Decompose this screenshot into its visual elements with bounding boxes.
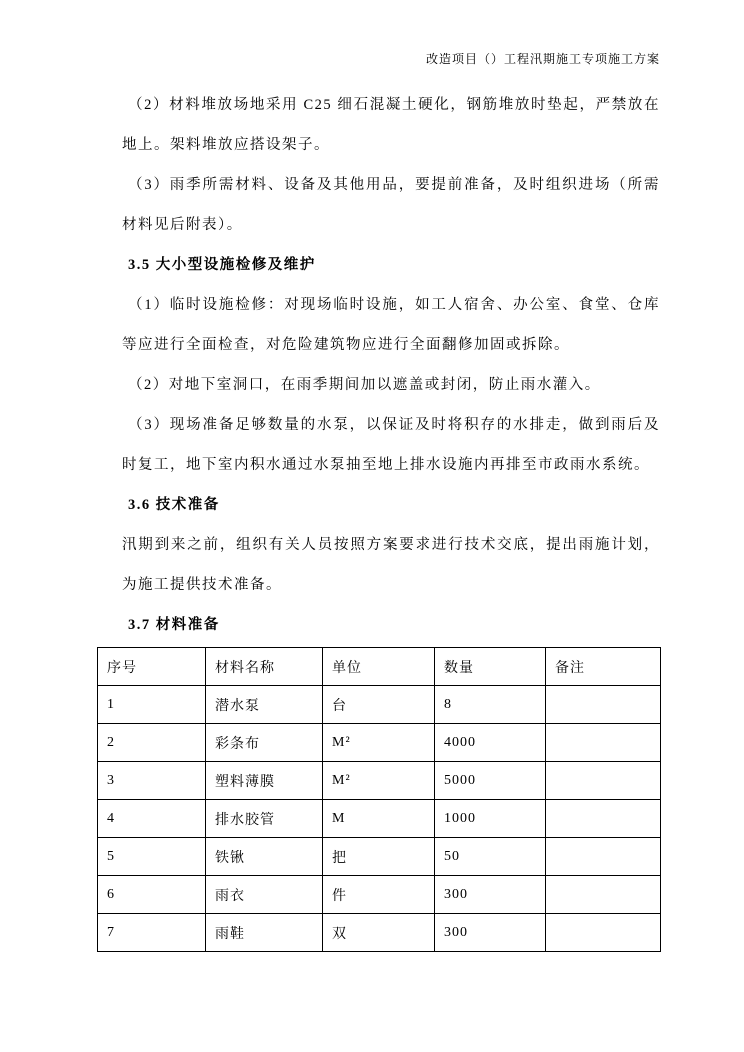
table-cell-unit: 把 [323, 838, 435, 876]
table-cell-remark [546, 876, 661, 914]
table-cell-unit: M² [323, 724, 435, 762]
table-cell-quantity: 5000 [435, 762, 546, 800]
paragraph-water-pumps: （3）现场准备足够数量的水泵，以保证及时将积存的水排走，做到雨后及时复工，地下室内积水通过水泵抽至地上排水设施内再排至市政雨水系统。 [122, 417, 660, 473]
heading-3-6: 3.6 技术准备 [128, 497, 220, 513]
table-cell-quantity: 300 [435, 914, 546, 952]
table-cell-index: 1 [98, 686, 206, 724]
table-cell-index: 5 [98, 838, 206, 876]
table-cell-quantity: 1000 [435, 800, 546, 838]
table-row [98, 686, 661, 724]
table-row [98, 800, 661, 838]
table-row [98, 914, 661, 952]
table-cell-remark [546, 800, 661, 838]
table-cell-index: 4 [98, 800, 206, 838]
column-header-quantity: 数量 [435, 648, 546, 686]
table-cell-unit: M [323, 800, 435, 838]
table-cell-remark [546, 838, 661, 876]
page-header-title: 改造项目（）工程汛期施工专项施工方案 [425, 52, 660, 66]
table-cell-quantity: 50 [435, 838, 546, 876]
table-cell-material: 潜水泵 [206, 686, 323, 724]
column-header-unit: 单位 [323, 648, 435, 686]
column-header-index: 序号 [98, 648, 206, 686]
table-cell-quantity: 300 [435, 876, 546, 914]
table-cell-unit: 台 [323, 686, 435, 724]
table-cell-index: 7 [98, 914, 206, 952]
table-cell-quantity: 8 [435, 686, 546, 724]
table-cell-unit: M² [323, 762, 435, 800]
table-cell-material: 塑料薄膜 [206, 762, 323, 800]
table-cell-material: 雨衣 [206, 876, 323, 914]
table-header-row [98, 648, 661, 686]
table-row [98, 724, 661, 762]
heading-3-5: 3.5 大小型设施检修及维护 [128, 257, 316, 273]
column-header-material: 材料名称 [206, 648, 323, 686]
table-cell-remark [546, 762, 661, 800]
table-cell-index: 3 [98, 762, 206, 800]
paragraph-temp-facilities: （1）临时设施检修：对现场临时设施，如工人宿舍、办公室、食堂、仓库等应进行全面检查，对危险建筑物应进行全面翻修加固或拆除。 [122, 297, 660, 353]
column-header-remark: 备注 [546, 648, 661, 686]
table-cell-material: 雨鞋 [206, 914, 323, 952]
table-row [98, 762, 661, 800]
table-cell-remark [546, 686, 661, 724]
table-cell-index: 6 [98, 876, 206, 914]
table-cell-material: 铁锹 [206, 838, 323, 876]
table-cell-index: 2 [98, 724, 206, 762]
table-cell-material: 排水胶管 [206, 800, 323, 838]
paragraph-rainy-supplies: （3）雨季所需材料、设备及其他用品，要提前准备，及时组织进场（所需材料见后附表）。 [122, 177, 660, 233]
heading-3-7: 3.7 材料准备 [128, 617, 220, 633]
table-cell-unit: 双 [323, 914, 435, 952]
paragraph-technical-prep: 汛期到来之前，组织有关人员按照方案要求进行技术交底，提出雨施计划，为施工提供技术准备。 [122, 537, 660, 593]
paragraph-basement-openings: （2）对地下室洞口，在雨季期间加以遮盖或封闭，防止雨水灌入。 [128, 377, 601, 393]
table-row [98, 876, 661, 914]
table-cell-unit: 件 [323, 876, 435, 914]
page-header [0, 50, 660, 67]
materials-table [97, 647, 661, 952]
table-row [98, 838, 661, 876]
table-cell-remark [546, 724, 661, 762]
table-cell-material: 彩条布 [206, 724, 323, 762]
table-cell-remark [546, 914, 661, 952]
table-cell-quantity: 4000 [435, 724, 546, 762]
document-content [107, 85, 660, 952]
paragraph-material-yard: （2）材料堆放场地采用 C25 细石混凝土硬化，钢筋堆放时垫起，严禁放在地上。架料堆放应搭设架子。 [122, 97, 660, 153]
